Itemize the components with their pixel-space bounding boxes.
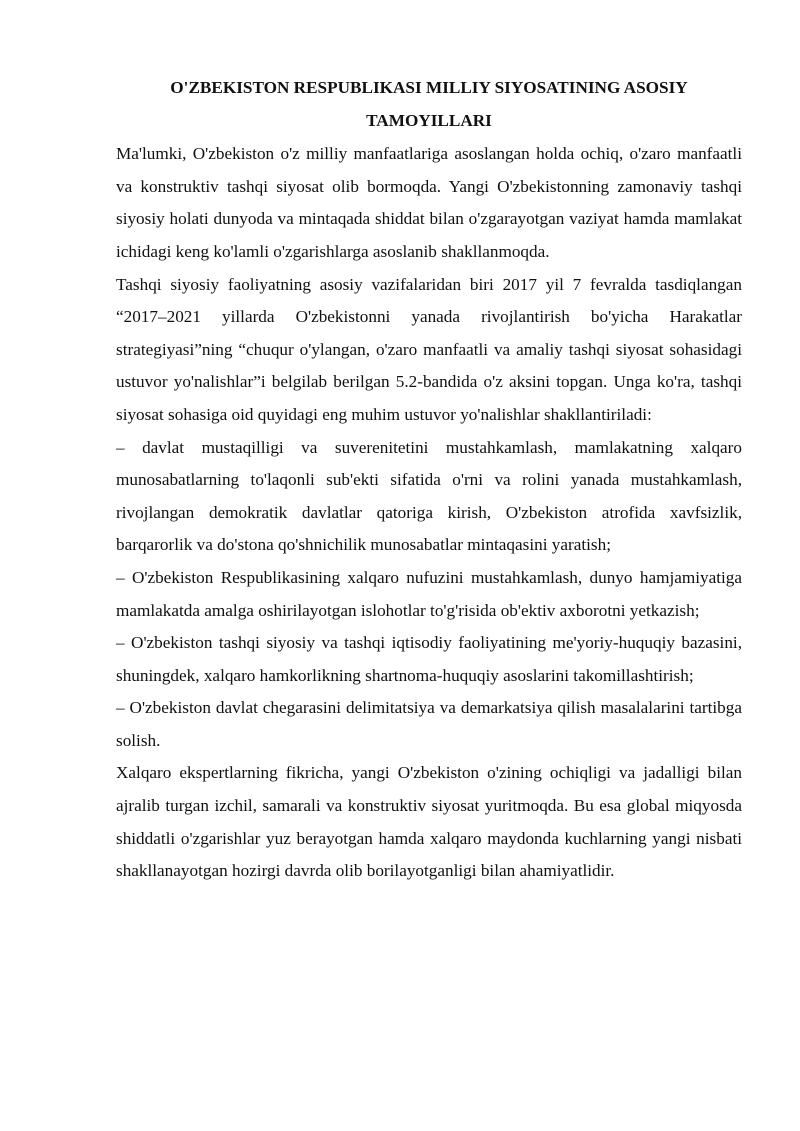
document-title-line-2: TAMOYILLARI <box>366 110 492 130</box>
document-title <box>116 70 742 137</box>
list-item-prestige: – O'zbekiston Respublikasining xalqaro nufuzini mustahkamlash, dunyo hamjamiyatiga mamlakatda amalga oshirilayotgan islohotlar to'g'risida ob'ektiv axborotni yetkazish; <box>116 567 742 620</box>
list-item-border: – O'zbekiston davlat chegarasini delimitatsiya va demarkatsiya qilish masalalarini tartibga solish. <box>116 698 742 750</box>
paragraph-conclusion: Xalqaro ekspertlarning fikricha, yangi O'zbekiston o'zining ochiqligi va jadalligi bilan ajralib turgan izchil, samarali va konstruktiv siyosat yuritmoqda. Bu esa global miqyosda shiddatli o'zgarishlar yuz berayotgan hamda xalqaro maydonda kuchlarning yangi nisbati shakllanayotgan hozirgi davrda olib borilayotganligi bilan ahamiyatlidir. <box>116 763 742 881</box>
document-page <box>116 70 742 888</box>
document-title-line-1: O'ZBEKISTON RESPUBLIKASI MILLIY SIYOSATINING ASOSIY <box>170 78 688 97</box>
list-item-sovereignty: – davlat mustaqilligi va suverenitetini mustahkamlash, mamlakatning xalqaro munosabatlarning to'laqonli sub'ekti sifatida o'rni va rolini yanada mustahkamlash, rivojlangan demokratik davlatlar qatoriga kirish, O'zbekiston atrofida xavfsizlik, barqarorlik va do'stona qo'shnichilik munosabatlar mintaqasini yaratish; <box>116 437 742 555</box>
list-item-legal-base: – O'zbekiston tashqi siyosiy va tashqi iqtisodiy faoliyatining me'yoriy-huquqiy bazasini, shuningdek, xalqaro hamkorlikning shartnoma-huquqiy asoslarini takomillashtirish; <box>116 633 742 685</box>
paragraph-strategy: Tashqi siyosiy faoliyatning asosiy vazifalaridan biri 2017 yil 7 fevralda tasdiqlangan “2017–2021 yillarda O'zbekistonni yanada rivojlantirish bo'yicha Harakatlar strategiyasi”ning “chuqur o'ylangan, o'zaro manfaatli va amaliy tashqi siyosat sohasidagi ustuvor yo'nalishlar”i belgilab berilgan 5.2-bandida o'z aksini topgan. Unga ko'ra, tashqi siyosat sohasiga oid quyidagi eng muhim ustuvor yo'nalishlar shakllantiriladi: <box>116 274 742 424</box>
paragraph-intro: Ma'lumki, O'zbekiston o'z milliy manfaatlariga asoslangan holda ochiq, o'zaro manfaatli va konstruktiv tashqi siyosat olib bormoqda. Yangi O'zbekistonning zamonaviy tashqi siyosiy holati dunyoda va mintaqada shiddat bilan o'zgarayotgan vaziyat hamda mamlakat ichidagi keng ko'lamli o'zgarishlarga asoslanib shakllanmoqda. <box>116 144 742 261</box>
